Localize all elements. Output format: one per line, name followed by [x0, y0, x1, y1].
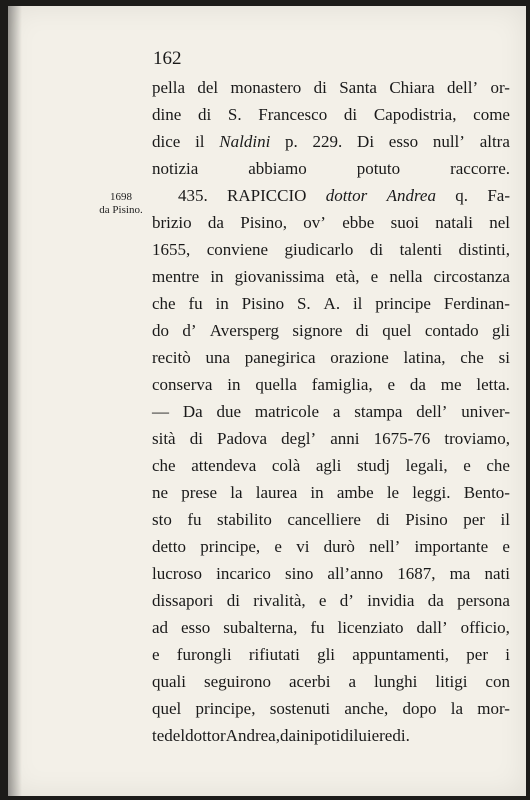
text-word: il [500, 510, 510, 529]
text-word: 1675-76 [373, 429, 431, 448]
text-word: potuto [356, 159, 401, 178]
text-word: del [164, 726, 186, 745]
page-gutter-shadow [8, 6, 22, 796]
text-word: orazione [330, 348, 389, 367]
text-word: Ferdinan- [443, 294, 510, 313]
text-word: dottor [185, 726, 226, 745]
text-word: q. [455, 186, 469, 205]
text-word: principe, [200, 537, 261, 556]
text-word: in [210, 267, 224, 286]
text-word: durò [323, 537, 355, 556]
text-word: Pisino [405, 510, 448, 529]
text-word: dai [279, 726, 301, 745]
text-word: che [486, 456, 510, 475]
text-word: Da [182, 402, 203, 421]
text-word: officio, [460, 618, 510, 637]
text-word: pella [152, 78, 186, 97]
text-word: quella [255, 375, 297, 394]
text-word: raccorre. [450, 159, 510, 178]
text-word: vi [296, 537, 310, 556]
text-word: e [152, 645, 160, 664]
text-word: esso [181, 618, 211, 637]
text-word: Andrea, [225, 726, 280, 745]
text-line [152, 479, 510, 506]
text-word: cancelliere [287, 510, 361, 529]
text-line [152, 695, 510, 722]
text-word: la [230, 483, 243, 502]
text-word: di [313, 78, 327, 97]
text-word: sino [284, 564, 314, 583]
text-word: nipoti [300, 726, 341, 745]
text-word: lui [353, 726, 372, 745]
text-word: Bento- [463, 483, 510, 502]
text-word: e [318, 591, 327, 610]
text-word: acerbi [288, 672, 331, 691]
text-word: in [310, 483, 324, 502]
text-word: distinti, [458, 240, 510, 259]
text-word: signore [292, 321, 343, 340]
text-line [152, 182, 510, 209]
text-word: S. [227, 105, 242, 124]
text-word: da [427, 591, 444, 610]
text-word: e [370, 267, 379, 286]
text-word: brizio [152, 213, 192, 232]
text-word: or- [490, 78, 510, 97]
text-line [152, 425, 510, 452]
text-word: letta. [476, 375, 510, 394]
text-word: RAPICCIO [227, 186, 307, 205]
text-word: panegirica [244, 348, 316, 367]
text-word: esso [388, 132, 419, 151]
text-line [152, 533, 510, 560]
text-line [152, 641, 510, 668]
page-number: 162 [153, 48, 182, 69]
text-word: — [152, 402, 169, 421]
text-word: prese [181, 483, 218, 502]
text-word: ne [152, 483, 169, 502]
text-word: a [348, 672, 356, 691]
text-word: del [197, 78, 219, 97]
text-word: principe [375, 294, 431, 313]
text-word: e [387, 375, 396, 394]
text-word: mentre [152, 267, 200, 286]
text-word: notizia [152, 159, 199, 178]
text-word: da [409, 375, 426, 394]
text-word: ma [449, 564, 471, 583]
text-word: furongli [176, 645, 232, 664]
text-word: anni [330, 429, 360, 448]
text-line [152, 506, 510, 533]
text-line [152, 722, 510, 749]
text-word: e [274, 537, 282, 556]
text-word: circostanza [433, 267, 510, 286]
text-word: matricole [254, 402, 320, 421]
text-word: lunghi [373, 672, 418, 691]
text-word: seguirono [203, 672, 271, 691]
text-word: di [355, 321, 369, 340]
text-word: gli [492, 321, 510, 340]
text-word: litigi [435, 672, 468, 691]
margin-note [94, 191, 148, 217]
text-word: dottor [325, 186, 368, 205]
text-line [152, 128, 510, 155]
text-word: stampa [354, 402, 403, 421]
text-word: mor- [477, 699, 510, 718]
text-word: per [466, 645, 489, 664]
text-word: giovanissima [234, 267, 325, 286]
text-word: Pisino [241, 294, 285, 313]
text-line [152, 74, 510, 101]
text-word: dopo [402, 699, 437, 718]
text-line [152, 155, 510, 182]
text-word: età, [335, 267, 360, 286]
text-word: Andrea [386, 186, 436, 205]
text-word: che [152, 456, 176, 475]
text-word: Capodistria, [373, 105, 457, 124]
text-word: nel [489, 213, 510, 232]
text-word: come [473, 105, 510, 124]
text-word: ov’ [303, 213, 326, 232]
text-line [152, 668, 510, 695]
margin-note-place: da Pisino. [99, 204, 143, 216]
text-word: 435. [178, 186, 208, 205]
text-word: di [340, 726, 354, 745]
text-word: Fa- [487, 186, 510, 205]
text-word: la [450, 699, 464, 718]
margin-note-year: 1698 [110, 191, 132, 203]
text-word: incarico [216, 564, 271, 583]
text-word: giudicarlo [284, 240, 354, 259]
text-word: nati [484, 564, 510, 583]
book-page [8, 6, 526, 796]
text-word: dissapori [152, 591, 214, 610]
text-word: d’ [339, 591, 354, 610]
text-word: fu [188, 294, 203, 313]
text-word: do [152, 321, 169, 340]
text-word: attendeva [191, 456, 257, 475]
text-word: S. [296, 294, 311, 313]
text-word: si [498, 348, 510, 367]
text-word: che [152, 294, 176, 313]
text-word: eredi. [371, 726, 410, 745]
text-word: il [352, 294, 363, 313]
text-word: che [460, 348, 484, 367]
text-word: all’anno [327, 564, 384, 583]
text-word: studj [356, 456, 390, 475]
text-word: degl’ [281, 429, 317, 448]
text-word: 1655, [152, 240, 191, 259]
text-word: dall’ [416, 618, 448, 637]
text-word: quel [152, 699, 182, 718]
text-word: 1687, [397, 564, 436, 583]
text-word: fu [310, 618, 325, 637]
text-word: nella [389, 267, 423, 286]
text-line [152, 587, 510, 614]
text-word: rifiutati [248, 645, 300, 664]
text-word: Santa [339, 78, 377, 97]
text-word: sto [152, 510, 172, 529]
text-word: conserva [152, 375, 213, 394]
text-word: una [205, 348, 230, 367]
text-word: ad [152, 618, 169, 637]
text-word: anche, [344, 699, 389, 718]
text-word: stabilito [217, 510, 272, 529]
text-word: persona [457, 591, 510, 610]
text-word: dell’ [446, 78, 479, 97]
text-word: contado [424, 321, 479, 340]
text-word: agli [315, 456, 342, 475]
text-word: 229. [312, 132, 343, 151]
text-word: con [485, 672, 510, 691]
text-word: natali [435, 213, 473, 232]
text-word: A. [323, 294, 341, 313]
text-word: di [226, 591, 240, 610]
text-word: Di [357, 132, 375, 151]
text-word: sostenuti [269, 699, 331, 718]
text-line [152, 344, 510, 371]
text-word: Aversperg [209, 321, 280, 340]
text-word: sità [152, 429, 176, 448]
text-line [152, 614, 510, 641]
text-word: di [197, 105, 212, 124]
text-word: appuntamenti, [352, 645, 450, 664]
text-line [152, 398, 510, 425]
text-word: importante [414, 537, 489, 556]
text-word: di [189, 429, 203, 448]
text-word: troviamo, [444, 429, 510, 448]
text-word: da [207, 213, 224, 232]
text-word: ambe [336, 483, 374, 502]
text-word: univer- [461, 402, 510, 421]
text-word: i [505, 645, 510, 664]
text-word: ebbe [342, 213, 375, 232]
text-word: Naldini [219, 132, 271, 151]
text-word: di [343, 105, 358, 124]
text-word: e [463, 456, 471, 475]
text-line [152, 236, 510, 263]
text-word: Chiara [389, 78, 435, 97]
text-word: suoi [390, 213, 419, 232]
text-word: dell’ [416, 402, 448, 421]
text-line [152, 290, 510, 317]
text-word: il [195, 132, 205, 151]
text-word: quel [382, 321, 412, 340]
text-word: Padova [217, 429, 268, 448]
text-word: rivalità, [253, 591, 306, 610]
text-word: abbiamo [248, 159, 307, 178]
text-line [152, 101, 510, 128]
text-word: Pisino, [240, 213, 288, 232]
text-word: null’ [432, 132, 465, 151]
text-word: monastero [230, 78, 302, 97]
text-word: licenziato [337, 618, 404, 637]
text-word: in [227, 375, 241, 394]
text-word: dice [152, 132, 181, 151]
text-word: gli [317, 645, 336, 664]
text-word: conviene [206, 240, 269, 259]
text-word: per [463, 510, 485, 529]
text-word: recitò [152, 348, 191, 367]
text-word: di [369, 240, 384, 259]
text-word: fu [187, 510, 202, 529]
text-line [152, 209, 510, 236]
text-word: me [440, 375, 462, 394]
text-word: e [502, 537, 510, 556]
text-word: altra [479, 132, 510, 151]
text-word: le [386, 483, 400, 502]
body-text [152, 74, 510, 749]
text-word: legali, [405, 456, 448, 475]
text-line [152, 560, 510, 587]
text-word: p. [285, 132, 298, 151]
text-word: colà [271, 456, 301, 475]
text-word: a [332, 402, 341, 421]
text-word: famiglia, [311, 375, 373, 394]
text-line [152, 263, 510, 290]
text-word: laurea [255, 483, 298, 502]
text-line [152, 371, 510, 398]
text-word: quali [152, 672, 186, 691]
text-word: nell’ [369, 537, 401, 556]
text-word: te [152, 726, 165, 745]
text-word: invidia [367, 591, 415, 610]
text-word: dine [152, 105, 182, 124]
text-word: latina, [403, 348, 446, 367]
text-word: due [216, 402, 242, 421]
text-word: talenti [399, 240, 443, 259]
text-word: in [215, 294, 229, 313]
text-word: d’ [182, 321, 197, 340]
text-line [152, 452, 510, 479]
text-word: di [376, 510, 390, 529]
text-word: leggi. [412, 483, 451, 502]
text-word: detto [152, 537, 186, 556]
text-line [152, 317, 510, 344]
text-word: subalterna, [223, 618, 298, 637]
text-word: lucroso [152, 564, 203, 583]
text-word: principe, [195, 699, 256, 718]
text-word: Francesco [258, 105, 328, 124]
